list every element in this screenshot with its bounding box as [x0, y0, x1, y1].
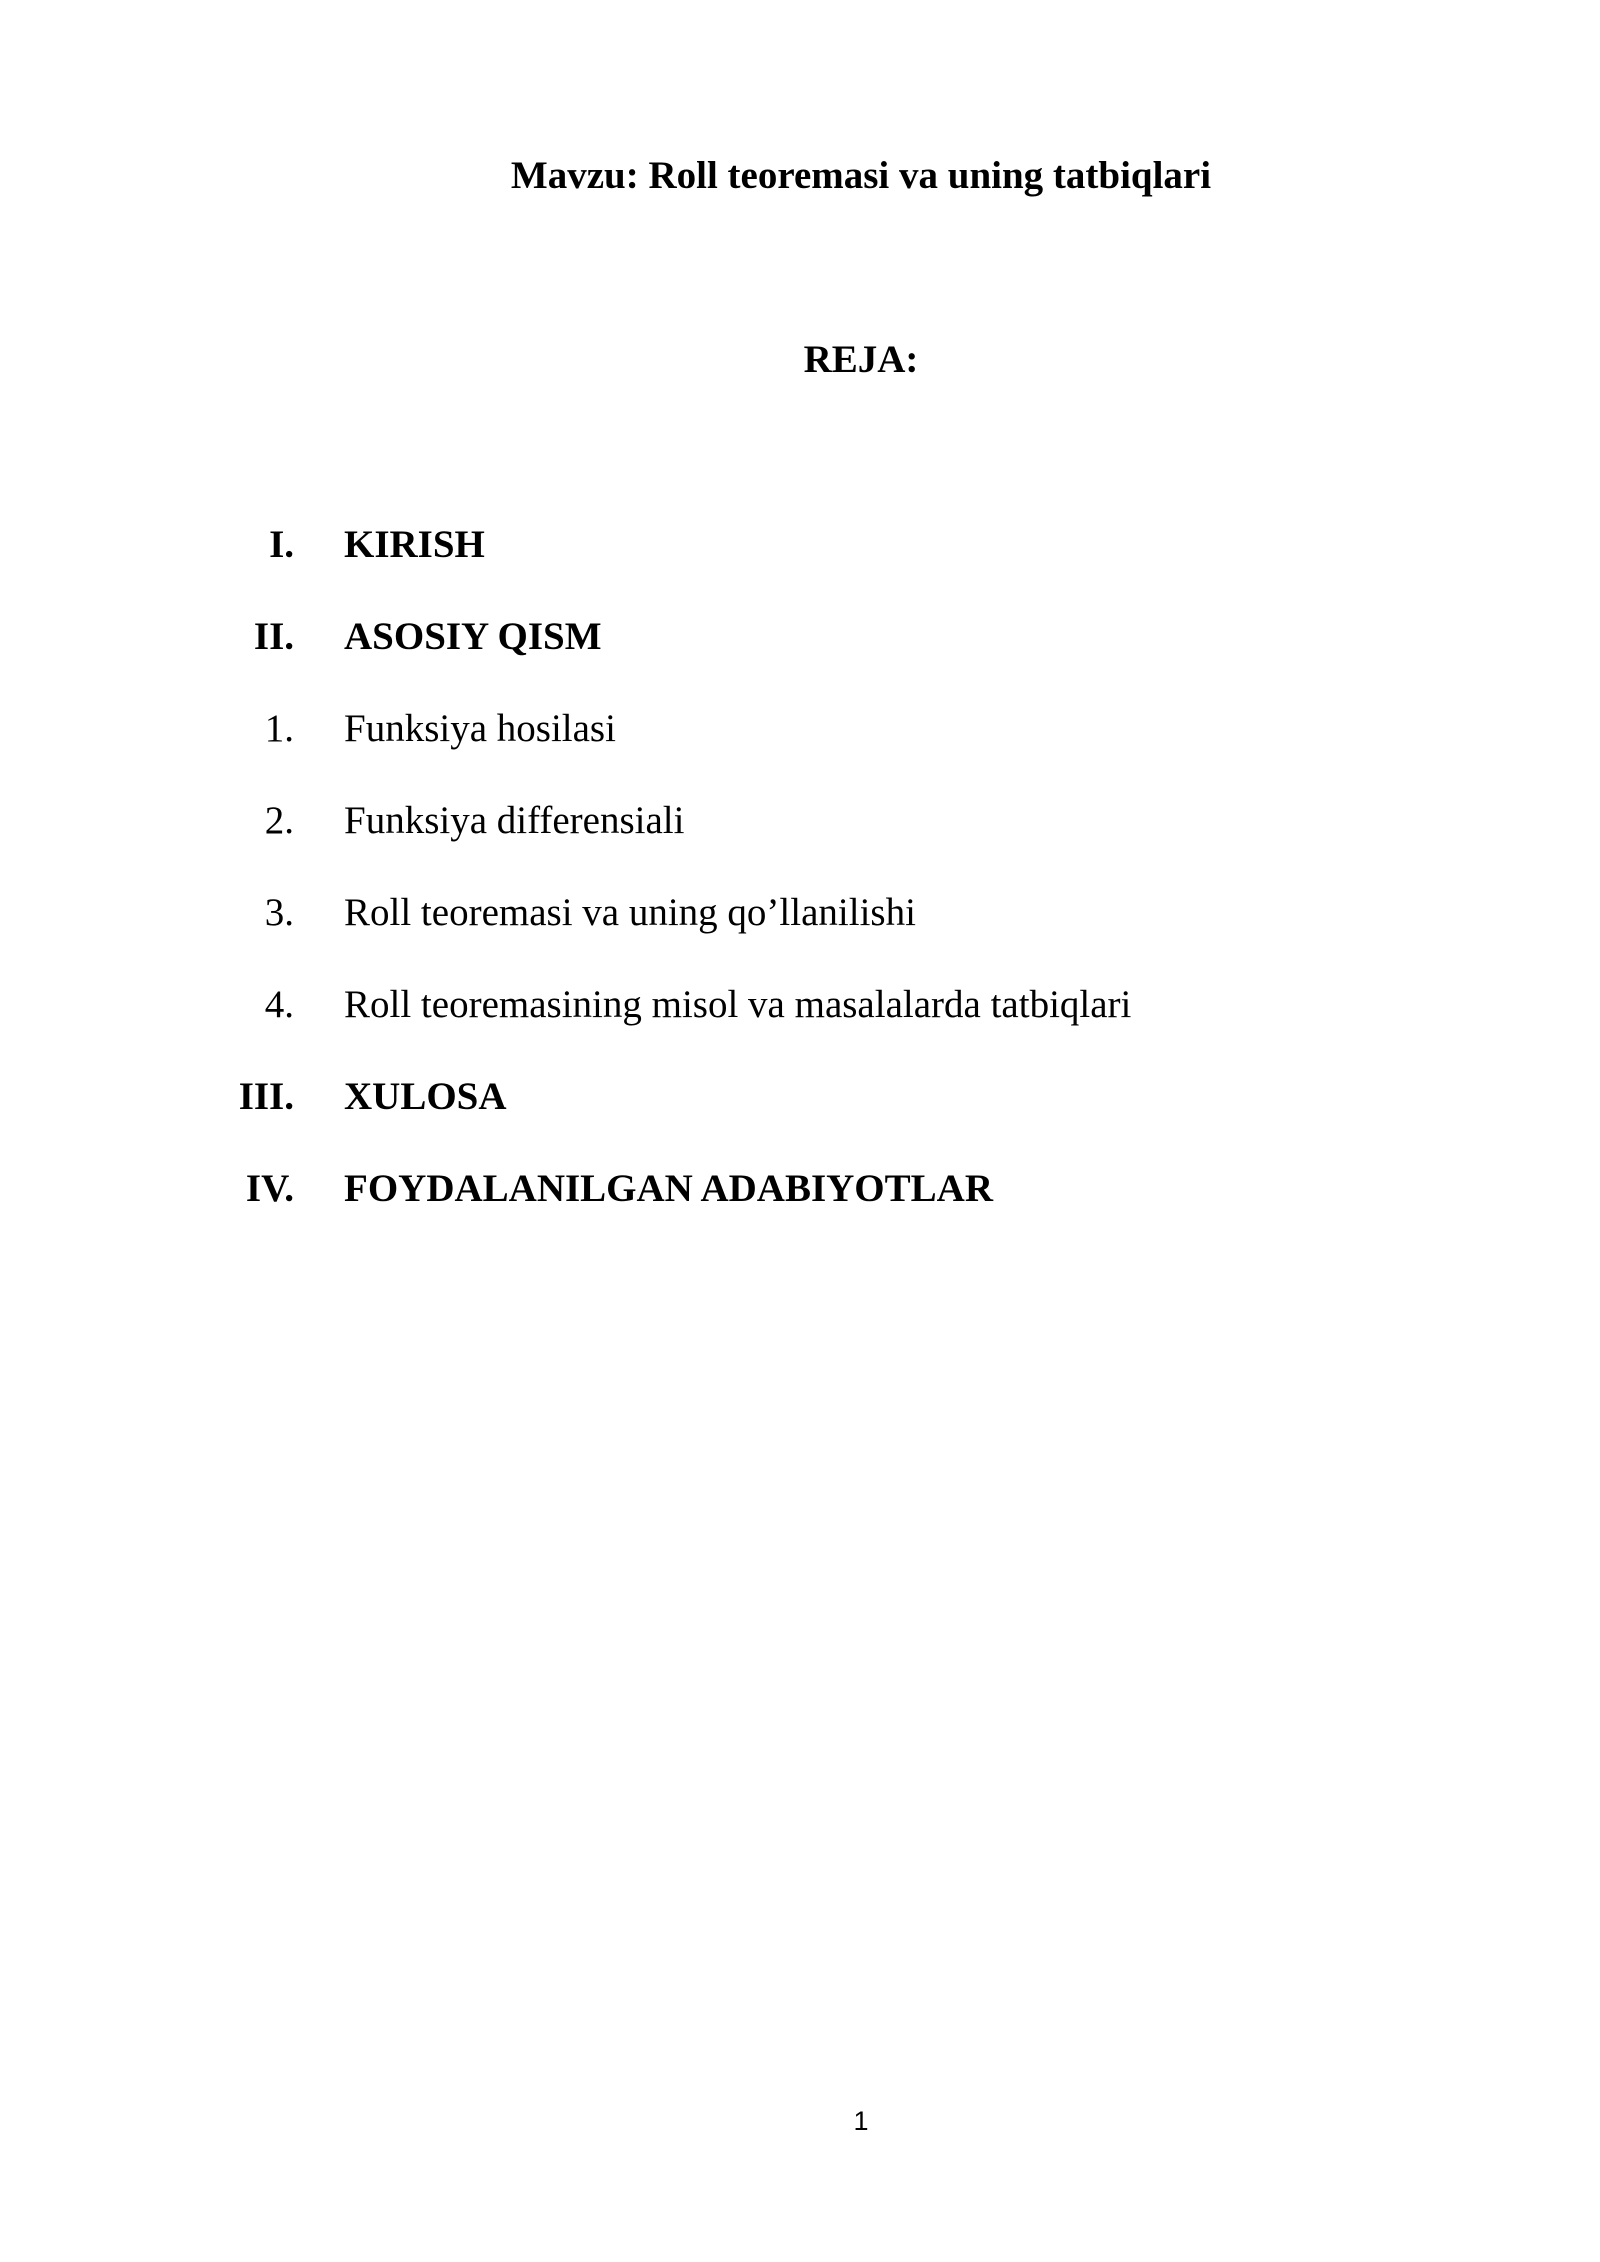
outline-text: FOYDALANILGAN ADABIYOTLAR — [344, 1167, 993, 1210]
outline-marker: 1. — [264, 707, 294, 750]
outline-subitem-1 — [0, 703, 1600, 755]
outline-marker: IV. — [245, 1167, 294, 1210]
document-topic: Mavzu: Roll teoremasi va uning tatbiqlari — [510, 154, 1212, 197]
outline-marker: I. — [269, 523, 294, 566]
outline-text: Funksiya differensiali — [344, 799, 685, 842]
outline-marker: 4. — [264, 983, 294, 1026]
outline-subitem-4 — [0, 979, 1600, 1031]
outline-text: KIRISH — [344, 523, 485, 566]
outline-marker: III. — [238, 1075, 294, 1118]
outline-text: XULOSA — [344, 1075, 507, 1118]
outline-subitem-2 — [0, 795, 1600, 847]
outline-text: Funksiya hosilasi — [344, 707, 616, 750]
outline-item-references — [0, 1163, 1600, 1215]
plan-heading: REJA: — [803, 338, 919, 381]
outline-text: Roll teoremasining misol va masalalarda tatbiqlari — [344, 983, 1132, 1026]
page-number: 1 — [853, 2106, 869, 2136]
outline-marker: 2. — [264, 799, 294, 842]
outline-text: ASOSIY QISM — [344, 615, 602, 658]
outline-subitem-3 — [0, 887, 1600, 939]
outline-marker: II. — [253, 615, 294, 658]
outline-item-conclusion — [0, 1071, 1600, 1123]
outline-marker: 3. — [264, 891, 294, 934]
outline-item-main-part — [0, 611, 1600, 663]
outline-item-introduction — [0, 519, 1600, 571]
outline-text: Roll teoremasi va uning qo’llanilishi — [344, 891, 916, 934]
